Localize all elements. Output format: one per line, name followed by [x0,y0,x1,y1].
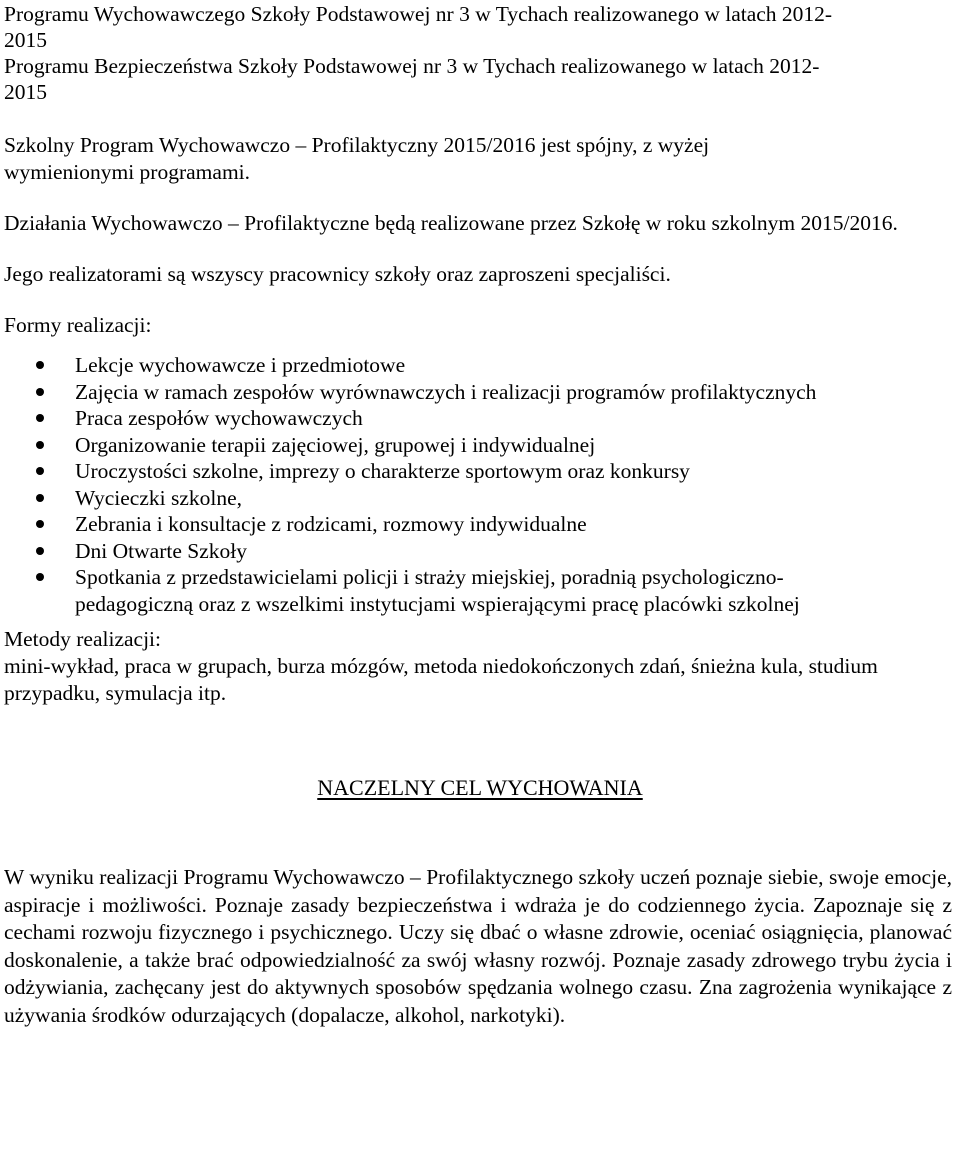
list-item-text: Lekcje wychowawcze i przedmiotowe [75,353,406,377]
list-item-text: Spotkania z przedstawicielami policji i straży miejskiej, poradnią psychologiczno-pedagogiczną oraz z wszelkimi instytucjami wspierającymi pracę placówki szkolnej [75,565,800,616]
intro-line-1: Programu Wychowawczego Szkoły Podstawowej nr 3 w Tychach realizowanego w latach 2012- [4,2,833,26]
bullet-icon [36,547,44,555]
methods-text: mini-wykład, praca w grupach, burza mózgów, metoda niedokończonych zdań, śnieżna kula, studium przypadku, symulacja itp. [4,654,878,705]
intro-block [4,0,956,105]
bullet-icon [36,494,44,502]
bullet-icon [36,441,44,449]
list-item [4,432,956,459]
implementers-paragraph: Jego realizatorami są wszyscy pracownicy szkoły oraz zaproszeni specjaliści. [4,262,671,286]
bullet-icon [36,573,44,581]
actions-paragraph: Działania Wychowawczo – Profilaktyczne będą realizowane przez Szkołę w roku szkolnym 2015/2016. [4,211,898,235]
list-item-text: Zebrania i konsultacje z rodzicami, rozmowy indywidualne [75,512,587,536]
list-item-text: Organizowanie terapii zajęciowej, grupowej i indywidualnej [75,432,596,457]
coherence-paragraph: Szkolny Program Wychowawczo – Profilaktyczny 2015/2016 jest spójny, z wyżej wymienionymi programami. [4,133,710,184]
intro-line-3: Programu Bezpieczeństwa Szkoły Podstawowej nr 3 w Tychach realizowanego w latach 2012- [4,54,820,78]
main-goal-heading: NACZELNY CEL WYCHOWANIA [317,775,643,800]
list-item-text: Uroczystości szkolne, imprezy o charakterze sportowym oraz konkursy [75,459,690,483]
list-item-text: Wycieczki szkolne, [75,485,243,510]
list-item [4,352,956,379]
forms-list [4,352,956,617]
list-item [4,379,956,406]
main-goal-paragraph: W wyniku realizacji Programu Wychowawczo – Profilaktycznego szkoły uczeń poznaje siebie, swoje emocje, aspiracje i możliwości. Poznaje zasady bezpieczeństwa i wdraża je do codziennego życia. Zapoznaje się z cechami rozwoju fizycznego i psychicznego. Uczy się dbać o własne zdrowie, oceniać osiągnięcia, planować doskonalenie, a także brać odpowiedzialność za swój własny rozwój. Poznaje zasady zdrowego trybu życia i odżywiania, zachęcany jest do aktywnych sposobów spędzania wolnego czasu. Zna zagrożenia wynikające z używania środków odurzających (dopalacze, alkohol, narkotyki). [4,865,952,1027]
list-item-text: Praca zespołów wychowawczych [75,406,363,430]
list-item [4,564,956,617]
intro-line-2: 2015 [4,28,47,52]
intro-line-4: 2015 [4,80,47,104]
bullet-icon [36,467,44,475]
list-item [4,458,956,485]
list-item [4,405,956,432]
list-item [4,511,956,538]
list-item-text: Zajęcia w ramach zespołów wyrównawczych i realizacji programów profilaktycznych [75,379,817,404]
forms-title: Formy realizacji: [4,313,152,337]
bullet-icon [36,520,44,528]
list-item-text: Dni Otwarte Szkoły [75,538,247,563]
list-item [4,485,956,512]
bullet-icon [36,388,44,396]
bullet-icon [36,361,44,369]
list-item [4,538,956,565]
bullet-icon [36,414,44,422]
methods-title: Metody realizacji: [4,627,161,651]
